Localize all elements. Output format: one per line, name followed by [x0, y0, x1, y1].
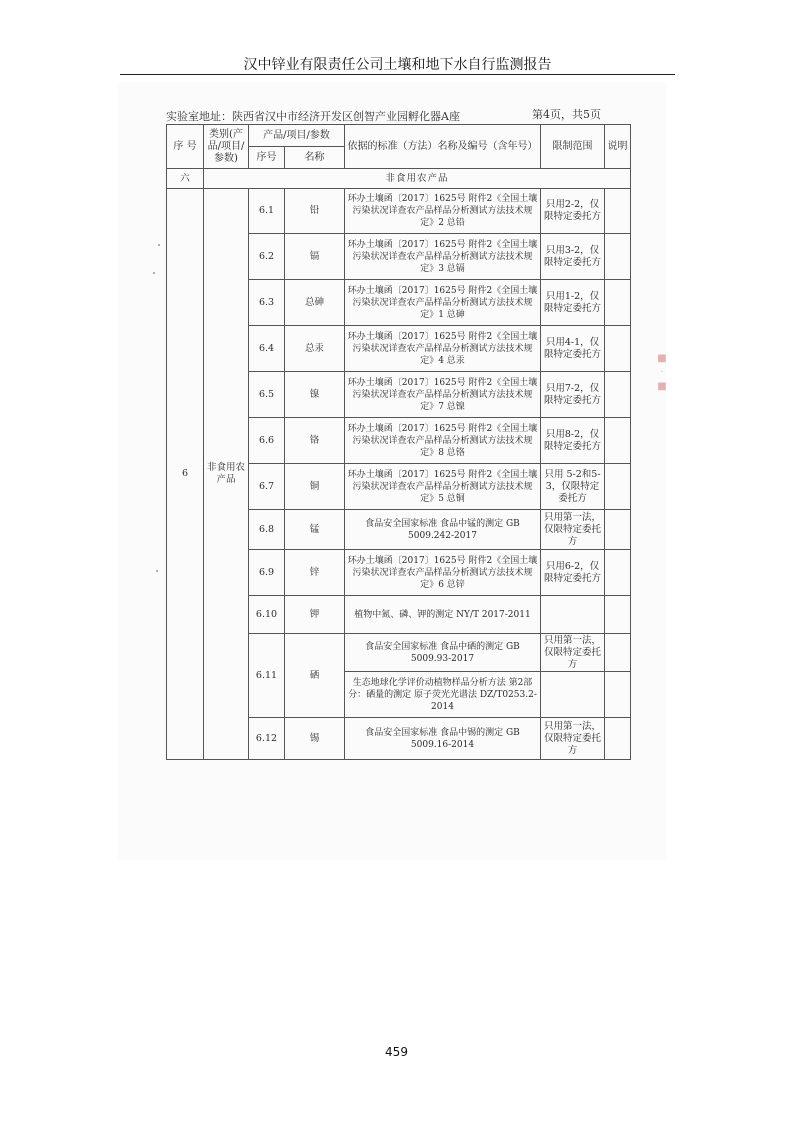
item-note: [605, 372, 631, 418]
item-note: [605, 464, 631, 510]
section-title: 非食用农产品: [204, 169, 631, 189]
item-name: 硒: [285, 634, 345, 718]
item-limit: 只用 5-2和5-3，仅限特定委托方: [541, 464, 605, 510]
item-method: 环办土壤函〔2017〕1625号 附件2《全国土壤污染状况详查农产品样品分析测试方法技术规定》5 总铜: [345, 464, 541, 510]
group-category: 非食用农产品: [204, 189, 249, 760]
item-limit: 只用1-2，仅限特定委托方: [541, 280, 605, 326]
item-limit: 只用2-2，仅限特定委托方: [541, 189, 605, 234]
item-name: 铅: [285, 189, 345, 234]
item-note: [605, 234, 631, 280]
item-note: [605, 189, 631, 234]
item-limit: [541, 672, 605, 718]
item-note: [605, 418, 631, 464]
item-note: [605, 718, 631, 760]
item-name: 锌: [285, 550, 345, 596]
item-method: 食品安全国家标准 食品中锰的测定 GB 5009.242-2017: [345, 510, 541, 550]
item-limit: 只用8-2，仅限特定委托方: [541, 418, 605, 464]
item-name: 锡: [285, 718, 345, 760]
item-name: 镉: [285, 234, 345, 280]
item-name: 铬: [285, 418, 345, 464]
item-name: 总砷: [285, 280, 345, 326]
item-name: 铜: [285, 464, 345, 510]
col-sub-seq: 序号: [249, 147, 285, 169]
col-limit: 限制范围: [541, 125, 605, 169]
item-no: 6.7: [249, 464, 285, 510]
item-method: 食品安全国家标准 食品中硒的测定 GB 5009.93-2017: [345, 634, 541, 672]
item-note: [605, 672, 631, 718]
item-no: 6.2: [249, 234, 285, 280]
group-seq: 6: [167, 189, 204, 760]
item-method: 环办土壤函〔2017〕1625号 附件2《全国土壤污染状况详查农产品样品分析测试方法技术规定》2 总铅: [345, 189, 541, 234]
scan-speck: [158, 244, 160, 246]
item-name: 总汞: [285, 326, 345, 372]
item-method: 环办土壤函〔2017〕1625号 附件2《全国土壤污染状况详查农产品样品分析测试方法技术规定》6 总锌: [345, 550, 541, 596]
scan-speck: [153, 272, 155, 274]
item-note: [605, 510, 631, 550]
col-name: 名称: [285, 147, 345, 169]
section-row: [167, 169, 631, 189]
item-no: 6.10: [249, 596, 285, 634]
item-method: 环办土壤函〔2017〕1625号 附件2《全国土壤污染状况详查农产品样品分析测试方法技术规定》1 总砷: [345, 280, 541, 326]
item-note: [605, 550, 631, 596]
accreditation-table: [166, 124, 631, 760]
item-note: [605, 596, 631, 634]
item-limit: 只用7-2，仅限特定委托方: [541, 372, 605, 418]
item-method: 食品安全国家标准 食品中锡的测定 GB 5009.16-2014: [345, 718, 541, 760]
item-limit: 只用6-2，仅限特定委托方: [541, 550, 605, 596]
table-header: [167, 125, 631, 169]
item-method: 植物中氮、磷、钾的测定 NY/T 2017-2011: [345, 596, 541, 634]
item-method: 环办土壤函〔2017〕1625号 附件2《全国土壤污染状况详查农产品样品分析测试方法技术规定》3 总镉: [345, 234, 541, 280]
page-count: 第4页，共5页: [532, 108, 601, 121]
page-number: 459: [385, 1045, 408, 1059]
item-name: 钾: [285, 596, 345, 634]
item-note: [605, 634, 631, 672]
item-no: 6.5: [249, 372, 285, 418]
item-no: 6.6: [249, 418, 285, 464]
item-note: [605, 280, 631, 326]
item-no: 6.4: [249, 326, 285, 372]
item-no: 6.8: [249, 510, 285, 550]
item-no: 6.1: [249, 189, 285, 234]
page-header: 汉中锌业有限责任公司土壤和地下水自行监测报告: [243, 57, 552, 73]
item-method: 环办土壤函〔2017〕1625号 附件2《全国土壤污染状况详查农产品样品分析测试方法技术规定》8 总铬: [345, 418, 541, 464]
item-limit: 只用第一法，仅限特定委托方: [541, 510, 605, 550]
table-body: [167, 169, 631, 760]
col-method: 依据的标准（方法）名称及编号（含年号）: [345, 125, 541, 169]
item-method: 环办土壤函〔2017〕1625号 附件2《全国土壤污染状况详查农产品样品分析测试方法技术规定》7 总镍: [345, 372, 541, 418]
lab-address: 实验室地址：陕西省汉中市经济开发区创智产业园孵化器A座: [166, 110, 460, 123]
col-seq: 序 号: [167, 125, 204, 169]
item-no: 6.9: [249, 550, 285, 596]
item-method: 环办土壤函〔2017〕1625号 附件2《全国土壤污染状况详查农产品样品分析测试方法技术规定》4 总汞: [345, 326, 541, 372]
item-limit: 只用4-1，仅限特定委托方: [541, 326, 605, 372]
table-row: [167, 189, 631, 234]
scan-speck: [156, 570, 158, 572]
item-name: 锰: [285, 510, 345, 550]
item-method: 生态地球化学评价动植物样品分析方法 第2部分：硒量的测定 原子荧光光谱法 DZ/T0253.2-2014: [345, 672, 541, 718]
section-num: 六: [167, 169, 204, 189]
item-name: 镍: [285, 372, 345, 418]
col-note: 说明: [605, 125, 631, 169]
item-no: 6.11: [249, 634, 285, 718]
item-no: 6.3: [249, 280, 285, 326]
item-limit: [541, 596, 605, 634]
header-rule: [120, 74, 675, 75]
item-note: [605, 326, 631, 372]
item-limit: 只用第一法，仅限特定委托方: [541, 634, 605, 672]
item-limit: 只用3-2，仅限特定委托方: [541, 234, 605, 280]
stamp-mark: ■ · ■: [657, 353, 667, 392]
item-no: 6.12: [249, 718, 285, 760]
col-product-group: 产品/项目/参数: [249, 125, 345, 147]
item-limit: 只用第一法，仅限特定委托方: [541, 718, 605, 760]
col-category: 类别(产品/项目/参数): [204, 125, 249, 169]
